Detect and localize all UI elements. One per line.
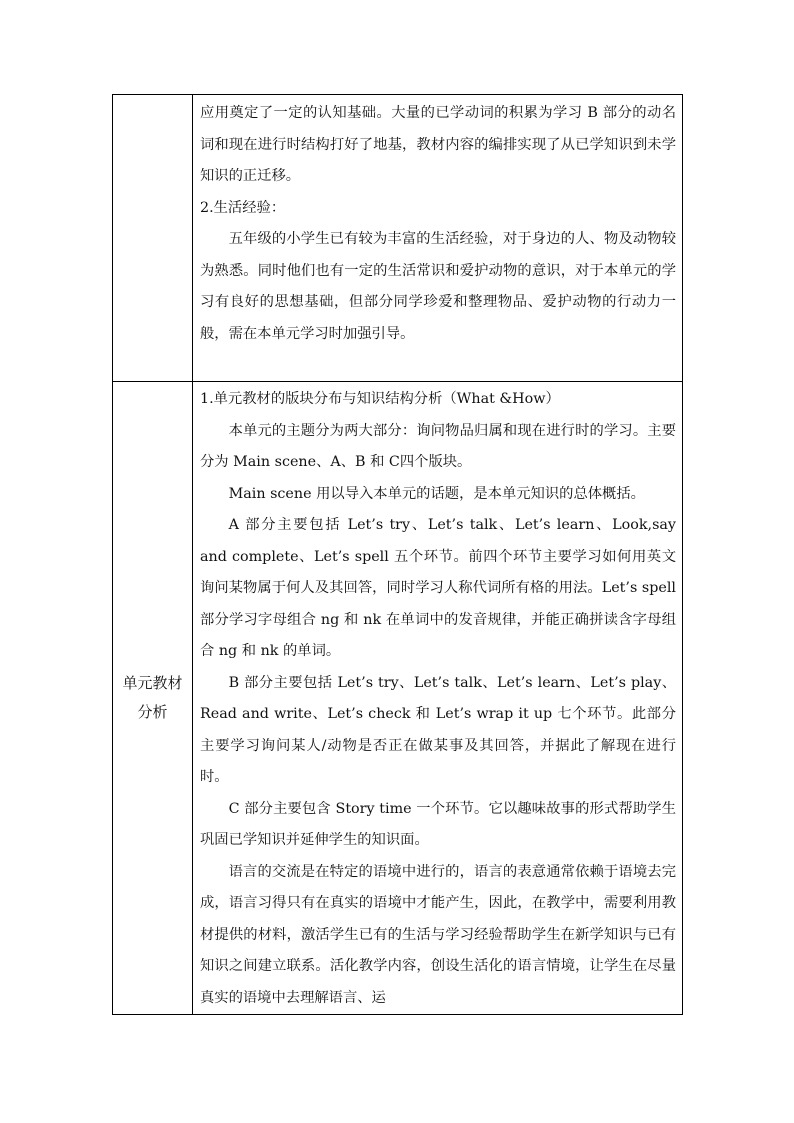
row-content [200,95,676,350]
paragraph: 2.生活经验： [200,199,286,216]
paragraph: 五年级的小学生已有较为丰富的生活经验，对于身边的人、物及动物较为熟悉。同时他们也有一定的生活常识和爱护动物的意识，对于本单元的学习有良好的思想基础，但部分同学珍爱和整理物品、爱护动物的行动力一般，需在本单元学习时加强引导。 [200,231,676,342]
paragraph: 应用奠定了一定的认知基础。大量的已学动词的积累为学习 B 部分的动名词和现在进行时结构打好了地基，教材内容的编排实现了从已学知识到未学知识的正迁移。 [200,105,676,184]
row-content-cell [193,95,683,382]
paragraph: 语言的交流是在特定的语境中进行的，语言的表意通常依赖于语境去完成，语言习得只有在真实的语境中才能产生，因此，在教学中，需要利用教材提供的材料，激活学生已有的生活与学习经验帮助学生在新学知识与已有知识之间建立联系。活化教学内容，创设生活化的语言情境，让学生在尽量真实的语境中去理解语言、运 [200,863,676,1006]
analysis-table [112,94,683,1015]
section-heading: 1.单元教材的版块分布与知识结构分析（What &How） [200,391,560,407]
paragraph: Main scene 用以导入本单元的话题，是本单元知识的总体概括。 [228,485,645,502]
paragraph: A 部分主要包括 Let’s try、Let’s talk、Let’s learn、Look,say and complete、Let’s spell 五个环节。前四个环节主要学习如何用英文询问某物属于何人及其回答，同时学习人称代词所有格的用法。Let’s spell 部分学习字母组合 ng 和 nk 在单词中的发音规律，并能正确拼读含字母组合 ng 和 nk 的单词。 [200,517,677,659]
paragraph: B 部分主要包括 Let’s try、Let’s talk、Let’s learn、Let’s play、Read and write、Let’s check 和 Let’s wrap it up 七个环节。此部分主要学习询问某人/动物是否正在做某事及其回答，并据此了解现在进行时。 [200,674,676,785]
paragraph: 本单元的主题分为两大部分：询问物品归属和现在进行时的学习。主要分为 Main scene、A、B 和 C四个版块。 [200,422,676,470]
row-label: 单元教材分析 [122,674,183,721]
row-content [200,382,676,1014]
row-content-cell [193,382,683,1015]
table-row [113,95,683,382]
row-label-cell [113,95,193,382]
table-row [113,382,683,1015]
row-label-cell [113,382,193,1015]
paragraph: C 部分主要包含 Story time 一个环节。它以趣味故事的形式帮助学生巩固已学知识并延伸学生的知识面。 [200,800,676,848]
